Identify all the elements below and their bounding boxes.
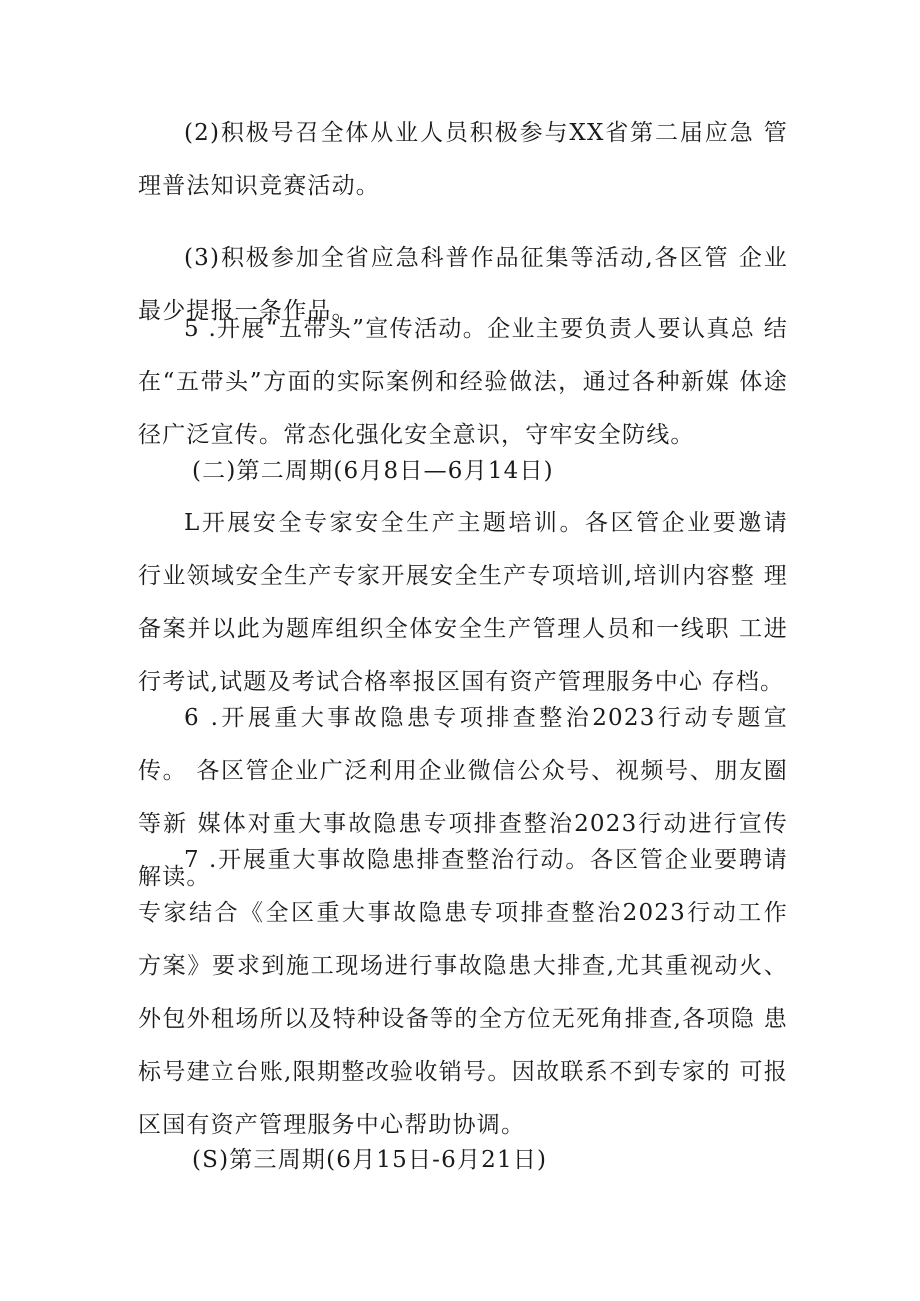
paragraph-five-leads: 5 .开展“五带头”宣传活动。企业主要负责人要认真总 结在“五带头”方面的实际案例和经验做法，通过各种新媒 体途径广泛宣传。常态化强化安全意识，守牢安全防线。 [138,316,788,448]
section-heading-second-period: (二)第二周期(6月8日—6月14日) [192,458,554,484]
paragraph-competition: (2)积极号召全体从业人员积极参与XX省第二届应急 管理普法知识竞赛活动。 [138,120,788,199]
paragraph-science-works: (3)积极参加全省应急科普作品征集等活动,各区管 企业最少提报一条作品。 [138,245,788,324]
paragraph-publicity: 6 .开展重大事故隐患专项排查整治2023行动专题宣传。 各区管企业广泛利用企业微信公众号、视频号、朋友圈等新 媒体对重大事故隐患专项排查整治2023行动进行宣传解读。 [138,705,788,890]
section-heading-third-period: (S)第三周期(6月15日-6月21日) [192,1147,548,1173]
paragraph-hazard-inspection: 7 .开展重大事故隐患排查整治行动。各区管企业要聘请 专家结合《全区重大事故隐患专项排查整治2023行动工作 方案》要求到施工现场进行事故隐患大排查,尤其重视动火、 外包外租场所以及特种设备等的全方位无死角排查,各项隐 患标号建立台账,限期整改验收销号。因故联系不到专家的 可报区国有资产管理服务中心帮助协调。 [138,847,788,1138]
paragraph-expert-training: L开展安全专家安全生产主题培训。各区管企业要邀请 行业领域安全生产专家开展安全生产专项培训,培训内容整 理备案并以此为题库组织全体安全生产管理人员和一线职 工进行考试,试题及考试合格率报区国有资产管理服务中心 存档。 [138,510,788,695]
